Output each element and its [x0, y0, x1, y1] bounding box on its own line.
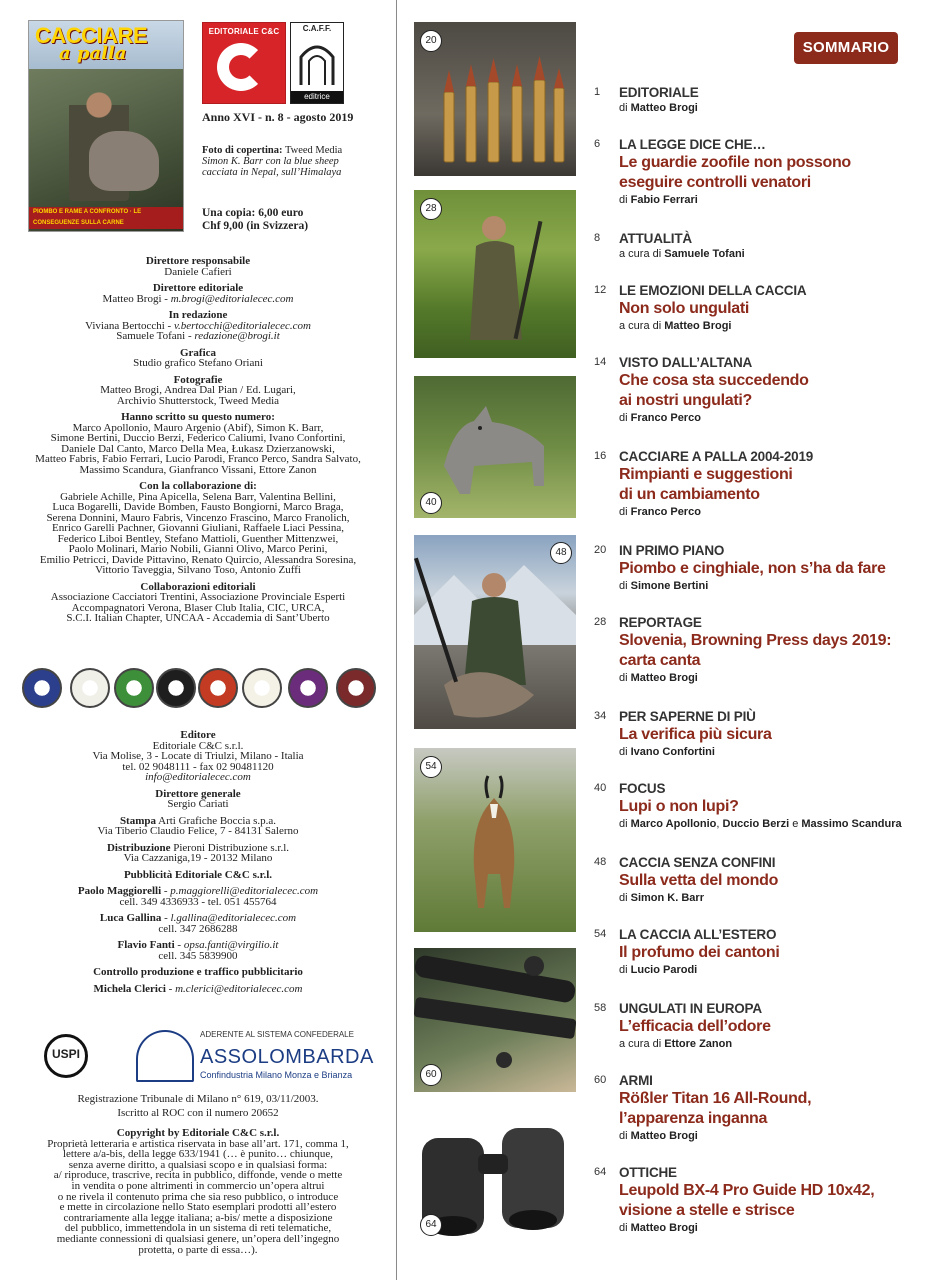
toc-entry-body: [619, 282, 934, 334]
toc-article-title[interactable]: Rimpianti e suggestioni: [619, 466, 793, 483]
toc-section: CACCIARE A PALLA 2004-2019: [619, 449, 814, 464]
cover-photo-label: Foto di copertina:: [202, 145, 283, 156]
toc-byline: [619, 817, 934, 832]
photo-page-badge: 20: [420, 30, 442, 52]
publisher-heading: [0, 940, 396, 951]
toc-article-title[interactable]: Slovenia, Browning Press days 2019:: [619, 632, 892, 649]
toc-byline-prefix: di: [619, 194, 631, 206]
photo-page-badge: 40: [420, 492, 442, 514]
toc-author: Franco Perco: [630, 412, 701, 424]
toc-entry-body: [619, 136, 934, 208]
toc-byline: [619, 411, 934, 426]
toc-section: ARMI: [619, 1073, 653, 1088]
toc-byline: [619, 1129, 934, 1144]
price-euro: Una copia: 6,00 euro: [202, 207, 304, 219]
toc-author-sep: e: [789, 818, 802, 830]
toc-entry-body: [619, 926, 934, 978]
toc-byline-prefix: di: [619, 818, 631, 830]
toc-byline: [619, 505, 934, 520]
toc-byline-prefix: a cura di: [619, 248, 665, 260]
toc-section: REPORTAGE: [619, 615, 702, 630]
toc-author: Simone Bertini: [630, 580, 709, 592]
toc-byline-prefix: di: [619, 892, 631, 904]
toc-entry: [594, 282, 934, 334]
toc-section: OTTICHE: [619, 1165, 677, 1180]
caff-logo-sub: editrice: [291, 91, 343, 103]
toc-author: Matteo Brogi: [630, 1130, 698, 1142]
masthead-line: Matteo Fabris, Fabio Ferrari, Lucio Parodi, Franco Perco, Sandra Salvato,: [35, 453, 361, 465]
photo-page-badge: 48: [550, 542, 572, 564]
toc-section: VISTO DALL’ALTANA: [619, 355, 753, 370]
toc-page-number: 40: [594, 782, 607, 794]
toc-byline-prefix: di: [619, 580, 631, 592]
toc-article-title[interactable]: Le guardie zoofile non possono: [619, 154, 851, 171]
toc-author: Ivano Confortini: [630, 746, 715, 758]
masthead-line: Emilio Petricci, Davide Pittavino, Renato Quircio, Alessandra Soresina,: [39, 553, 357, 566]
publisher-line: cell. 345 5839900: [158, 949, 238, 962]
toc-entry: [594, 854, 934, 906]
editoriale-logo-text: EDITORIALE C&C: [208, 27, 280, 36]
cover-photo-credit: [202, 145, 372, 178]
publisher-heading-text: Distribuzione: [106, 841, 171, 854]
toc-entry-body: [619, 1072, 934, 1144]
toc-entry-body: [619, 780, 934, 832]
publisher-email: info@editorialecec.com: [145, 771, 251, 783]
photo-page-badge: 28: [420, 198, 442, 220]
masthead-name: Samuele Tofani -: [116, 330, 195, 342]
copyright-line: in vendita o pone altrimenti in commercio un’opera altrui: [71, 1179, 325, 1192]
toc-section: PER SAPERNE DI PIÙ: [619, 709, 756, 724]
publisher-line: Via Molise, 3 - Locate di Triulzi, Milano - Italia: [92, 750, 304, 762]
toc-entry-body: [619, 1000, 934, 1052]
toc-page-number: 54: [594, 928, 607, 940]
toc-page-number: 12: [594, 284, 607, 296]
partner-badge-icon: [22, 668, 62, 708]
toc-article-title[interactable]: Sulla vetta del mondo: [619, 872, 779, 889]
masthead-heading: Con la collaborazione di:: [139, 480, 257, 492]
partner-badge-icon: [114, 668, 154, 708]
toc-article-title[interactable]: L’efficacia dell’odore: [619, 1018, 771, 1035]
publisher-line: Via Tiberio Claudio Felice, 7 - 84131 Salerno: [97, 825, 299, 837]
masthead-line: Daniele Cafieri: [164, 265, 232, 278]
publisher-heading-text: Luca Gallina: [99, 912, 162, 924]
toc-page-number: 64: [594, 1166, 607, 1178]
toc-article-title[interactable]: Il profumo dei cantoni: [619, 944, 780, 961]
cover-headline-strip: PIOMBO E RAME A CONFRONTO · LE CONSEGUENZE SULLA CARNE: [29, 207, 183, 229]
toc-byline-prefix: di: [619, 964, 631, 976]
masthead-line: Vittorio Taveggia, Silvano Toso, Antonio Zuffi: [95, 564, 301, 576]
toc-byline: [619, 193, 934, 208]
photo-page-badge: 64: [420, 1214, 442, 1236]
toc-page-number: 28: [594, 616, 607, 628]
masthead-heading: Grafica: [179, 346, 217, 359]
photo-hunter-sheep[interactable]: [414, 535, 576, 729]
publisher-line: tel. 02 9048111 - fax 02 90481120: [122, 760, 274, 773]
publisher-heading: [0, 967, 396, 978]
toc-article-title[interactable]: carta canta: [619, 652, 701, 669]
toc-section: EDITORIALE: [619, 85, 699, 100]
toc-byline: [619, 319, 934, 334]
toc-byline-prefix: di: [619, 746, 631, 758]
publisher-heading: [0, 886, 396, 897]
uspi-logo: [44, 1034, 88, 1078]
hunter-sheep-illustration: [414, 535, 576, 729]
toc-entry: [594, 708, 934, 760]
toc-entry-body: [619, 1164, 934, 1236]
toc-page-number: 14: [594, 356, 607, 368]
toc-article-title[interactable]: ai nostri ungulati?: [619, 392, 752, 409]
masthead-line: Paolo Molinari, Mario Nobili, Gianni Olivo, Marco Perini,: [68, 543, 328, 555]
toc-author: Franco Perco: [630, 506, 701, 518]
toc-author: Matteo Brogi: [630, 102, 698, 114]
masthead-line: Luca Bogarelli, Davide Bomben, Fausto Bongiorni, Marco Braga,: [52, 501, 344, 513]
toc-entry-body: [619, 354, 934, 426]
masthead-line: Massimo Scandura, Gianfranco Vissani, Ettore Zanon: [79, 463, 317, 476]
publisher-heading-text: Paolo Maggiorelli: [77, 885, 162, 897]
masthead-line: Federico Liboi Bentley, Stefano Mattioli, Guenther Mittenzwei,: [57, 532, 339, 545]
toc-byline: [619, 891, 934, 906]
masthead-heading: Fotografie: [173, 373, 223, 386]
toc-author: Simon K. Barr: [630, 892, 704, 904]
publisher-inline: Pieroni Distribuzione s.r.l.: [170, 841, 290, 854]
toc-article-title[interactable]: Lupi o non lupi?: [619, 798, 739, 815]
toc-byline-prefix: di: [619, 1130, 631, 1142]
publisher-heading: [0, 730, 396, 741]
publisher-line: cell. 347 2686288: [158, 922, 238, 935]
publisher-line: Via Cazzaniga,19 - 20132 Milano: [123, 852, 273, 864]
toc-entry-body: [619, 84, 934, 116]
publisher-inline: - opsa.fanti@virgilio.it: [174, 939, 279, 951]
toc-byline: [619, 963, 934, 978]
toc-section: LE EMOZIONI DELLA CACCIA: [619, 283, 807, 298]
toc-byline: [619, 579, 934, 594]
registration-line-1: Registrazione Tribunale di Milano n° 619, 03/11/2003.: [77, 1093, 319, 1105]
toc-entry: [594, 230, 934, 262]
copyright-line: contrariamente alla legge italiana; a-bis/ mette a disposizione: [63, 1211, 333, 1224]
chamois-illustration: [414, 748, 576, 932]
masthead-heading: Hanno scritto su questo numero:: [121, 411, 275, 423]
caff-logo: [290, 22, 344, 104]
masthead-line: Archivio Shutterstock, Tweed Media: [116, 394, 280, 407]
masthead-line: Studio grafico Stefano Oriani: [133, 357, 263, 369]
publisher-heading-text: Controllo produzione e traffico pubblicitario: [93, 966, 303, 978]
toc-author: Marco Apollonio: [630, 818, 717, 830]
assolombarda-tagline: ADERENTE AL SISTEMA CONFEDERALE: [200, 1030, 354, 1039]
toc-section: FOCUS: [619, 781, 666, 796]
editoriale-cc-logo: [202, 22, 286, 104]
masthead-line: Marco Apollonio, Mauro Argenio (Abif), Simon K. Barr,: [72, 421, 324, 434]
cover-photo-credit-name: Tweed Media: [284, 145, 343, 156]
toc-page-number: 1: [594, 86, 601, 98]
toc-byline-prefix: di: [619, 102, 631, 114]
toc-byline-prefix: di: [619, 1222, 631, 1234]
toc-byline-prefix: di: [619, 412, 631, 424]
masthead-email: m.brogi@editorialecec.com: [170, 292, 294, 305]
toc-article-title[interactable]: Rößler Titan 16 All-Round,: [619, 1090, 812, 1107]
toc-entry: [594, 448, 934, 520]
toc-article-title[interactable]: La verifica più sicura: [619, 726, 772, 743]
toc-byline-prefix: di: [619, 672, 631, 684]
copyright-line: o ne rivela il contenuto prima che sia reso pubblico, o introduce: [57, 1190, 339, 1203]
toc-byline: [619, 671, 934, 686]
toc-article-title[interactable]: Piombo e cinghiale, non s’ha da fare: [619, 560, 886, 577]
toc-entry-body: [619, 542, 934, 594]
toc-article-title[interactable]: di un cambiamento: [619, 486, 760, 503]
masthead-line: Gabriele Achille, Pina Apicella, Selena Barr, Valentina Bellini,: [60, 490, 336, 503]
registration-line-2: Iscritto al ROC con il numero 20652: [117, 1107, 279, 1119]
toc-page-number: 48: [594, 856, 607, 868]
uspi-text: USPI: [51, 1047, 80, 1061]
masthead: [0, 256, 396, 624]
copyright-line: senza averne diritto, a qualsiasi scopo e in qualsiasi forma:: [68, 1158, 328, 1171]
price-chf: Chf 9,00 (in Svizzera): [202, 220, 309, 232]
partner-badge-icon: [70, 668, 110, 708]
toc-article-title[interactable]: l’apparenza inganna: [619, 1110, 768, 1127]
masthead-name: Viviana Bertocchi -: [85, 319, 174, 332]
toc-author: Matteo Brogi: [630, 672, 698, 684]
caff-arch-icon: [297, 37, 337, 87]
toc-byline: [619, 101, 934, 116]
masthead-email: redazione@brogi.it: [194, 330, 280, 342]
masthead-name: Matteo Brogi -: [102, 292, 171, 305]
publisher-inline: - m.clerici@editorialecec.com: [165, 982, 303, 995]
toc-author: Lucio Parodi: [630, 964, 698, 976]
masthead-line: Matteo Brogi, Andrea Dal Pian / Ed. Lugari,: [100, 384, 296, 396]
publisher-heading-text: Direttore generale: [155, 787, 241, 800]
publisher-inline: - l.gallina@editorialecec.com: [161, 912, 297, 924]
toc-page-number: 34: [594, 710, 607, 722]
publisher-heading-text: Flavio Fanti: [117, 939, 175, 951]
toc-byline-prefix: a cura di: [619, 1038, 665, 1050]
toc-page-number: 6: [594, 138, 601, 150]
partner-badge-icon: [242, 668, 282, 708]
toc-author: Massimo Scandura: [801, 818, 902, 830]
copyright-line: e mette in circolazione nello Stato esemplari prodotti all’estero: [59, 1201, 337, 1214]
masthead-heading: Direttore editoriale: [152, 282, 244, 294]
publisher-inline: - p.maggiorelli@editorialecec.com: [161, 885, 319, 897]
masthead-heading: Direttore responsabile: [145, 255, 251, 267]
masthead-heading: Collaborazioni editoriali: [140, 580, 256, 593]
copyright-heading: Copyright by Editoriale C&C s.r.l.: [116, 1127, 280, 1139]
toc-author: Ettore Zanon: [664, 1038, 733, 1050]
publisher-line: cell. 349 4336933 - tel. 051 455764: [119, 895, 277, 908]
toc-author: Duccio Berzi: [722, 818, 790, 830]
toc-author: Matteo Brogi: [630, 1222, 698, 1234]
publisher-inline: Arti Grafiche Boccia s.p.a.: [156, 814, 277, 827]
copyright-line: lettere a/a-bis, della legge 633/1941 (… è punito… chiunque,: [62, 1148, 334, 1161]
masthead-email: v.bertocchi@editorialecec.com: [173, 319, 311, 332]
partner-badge-icon: [198, 668, 238, 708]
toc-article-title[interactable]: eseguire controlli venatori: [619, 174, 811, 191]
cover-subtitle: a palla: [59, 43, 127, 64]
toc-entry-body: [619, 448, 934, 520]
masthead-line: Associazione Cacciatori Trentini, Associazione Provinciale Esperti: [50, 591, 346, 603]
photo-page-badge: 54: [420, 756, 442, 778]
publisher-info: [0, 730, 396, 994]
price-info: [202, 207, 308, 233]
partner-badge-icon: [156, 668, 196, 708]
toc-entry: [594, 926, 934, 978]
partner-badges: [22, 668, 382, 712]
toc-entry-body: [619, 614, 934, 686]
publisher-line: Editoriale C&C s.r.l.: [152, 739, 244, 752]
toc-byline: [619, 745, 934, 760]
toc-entry: [594, 136, 934, 208]
copyright-line: Proprietà letteraria e artistica riservata in base all’art. 171, comma 1,: [47, 1137, 349, 1150]
masthead-heading: In redazione: [168, 309, 228, 321]
assolombarda-mark-icon: [136, 1030, 194, 1082]
publisher-line: Sergio Cariati: [167, 798, 229, 810]
assolombarda-name: ASSOLOMBARDA: [200, 1046, 374, 1068]
toc-author-sep: ,: [716, 818, 723, 830]
copyright-notice: [0, 1128, 396, 1255]
toc-entry-body: [619, 854, 934, 906]
copyright-line: del pubblico, immettendola in un sistema di reti telematiche,: [64, 1222, 332, 1235]
masthead-line: Accompagnatori Verona, Blaser Club Italia, CIC, URCA,: [71, 601, 325, 614]
toc-byline: [619, 1037, 934, 1052]
masthead-line: Daniele Dal Canto, Marco Della Mea, Łukasz Dzierzanowski,: [61, 442, 335, 455]
toc-entry: [594, 1072, 934, 1144]
publisher-heading-text: Michela Clerici: [93, 982, 166, 995]
assolombarda-sub: Confindustria Milano Monza e Brianza: [200, 1070, 353, 1080]
column-divider: [396, 0, 397, 1280]
copyright-line: mediante connessioni di qualsiasi genere, un’opera dell’ingegno: [56, 1232, 340, 1245]
publisher-heading-text: Editore: [180, 729, 216, 741]
toc-entry: [594, 84, 934, 116]
sommario-label: SOMMARIO: [794, 32, 898, 64]
partner-badge-icon: [336, 668, 376, 708]
issue-info: Anno XVI - n. 8 - agosto 2019: [202, 110, 354, 124]
toc-section: IN PRIMO PIANO: [619, 543, 725, 558]
toc-entry: [594, 542, 934, 594]
photo-page-badge: 60: [420, 1064, 442, 1086]
toc-article-title[interactable]: Non solo ungulati: [619, 300, 749, 317]
masthead-line: [0, 294, 396, 305]
partner-badge-icon: [288, 668, 328, 708]
toc-author: Fabio Ferrari: [630, 194, 698, 206]
publisher-heading-text: Stampa: [119, 814, 156, 827]
masthead-line: Enrico Garelli Pachner, Giovanni Giuliani, Raffaele Liaci Pessina,: [52, 522, 344, 534]
toc-page-number: 60: [594, 1074, 607, 1086]
toc-article-title[interactable]: visione a stelle e strisce: [619, 1202, 795, 1219]
toc-section: CACCIA SENZA CONFINI: [619, 855, 776, 870]
magazine-cover[interactable]: [28, 20, 184, 232]
toc-section: LA LEGGE DICE CHE…: [619, 137, 766, 152]
toc-author: Matteo Brogi: [664, 320, 732, 332]
toc-byline: [619, 247, 934, 262]
toc-entry: [594, 354, 934, 426]
toc-page-number: 16: [594, 450, 607, 462]
toc-page-number: 8: [594, 232, 601, 244]
toc-entry: [594, 614, 934, 686]
masthead-line: Simone Bertini, Duccio Berzi, Federico Caliumi, Ivano Confortini,: [50, 432, 346, 444]
toc-page-number: 58: [594, 1002, 607, 1014]
publisher-heading: [0, 984, 396, 995]
copyright-line: protetta, o parte di essa…).: [138, 1243, 258, 1256]
toc-section: UNGULATI IN EUROPA: [619, 1001, 762, 1016]
masthead-line: Serena Donnini, Mauro Fabris, Vincenzo Frascino, Marco Franolich,: [46, 511, 350, 524]
c-mark-icon: [217, 43, 265, 91]
copyright-line: a/ riproduce, trascrive, recita in pubblico, diffonde, vende o mette: [53, 1169, 343, 1182]
toc-author: Samuele Tofani: [664, 248, 745, 260]
cover-photo-caption: Simon K. Barr con la blue sheep cacciata in Nepal, sull’Himalaya: [202, 156, 342, 178]
masthead-line: S.C.I. Italian Chapter, UNCAA - Accademia di Sant’Uberto: [66, 612, 330, 624]
toc-page-number: 20: [594, 544, 607, 556]
toc-article-title[interactable]: Leupold BX-4 Pro Guide HD 10x42,: [619, 1182, 875, 1199]
toc-entry-body: [619, 230, 934, 262]
masthead-line: [0, 331, 396, 342]
toc-byline-prefix: di: [619, 506, 631, 518]
publisher-heading: [0, 913, 396, 924]
publisher-heading: [0, 870, 396, 881]
cover-title: CACCIARE: [35, 23, 148, 48]
toc-section: ATTUALITÀ: [619, 231, 692, 246]
toc-section: LA CACCIA ALL’ESTERO: [619, 927, 777, 942]
toc-byline-prefix: a cura di: [619, 320, 665, 332]
toc-entry: [594, 1164, 934, 1236]
toc-entry: [594, 780, 934, 832]
publisher-heading-text: Pubblicità Editoriale C&C s.r.l.: [123, 868, 273, 881]
cover-sheep-figure: [89, 131, 159, 191]
toc-article-title[interactable]: Che cosa sta succedendo: [619, 372, 809, 389]
photo-chamois[interactable]: [414, 748, 576, 932]
registration-info: [0, 1092, 396, 1120]
toc-byline: [619, 1221, 934, 1236]
caff-logo-text: C.A.F.F.: [302, 24, 332, 33]
toc-entry: [594, 1000, 934, 1052]
toc-entry-body: [619, 708, 934, 760]
